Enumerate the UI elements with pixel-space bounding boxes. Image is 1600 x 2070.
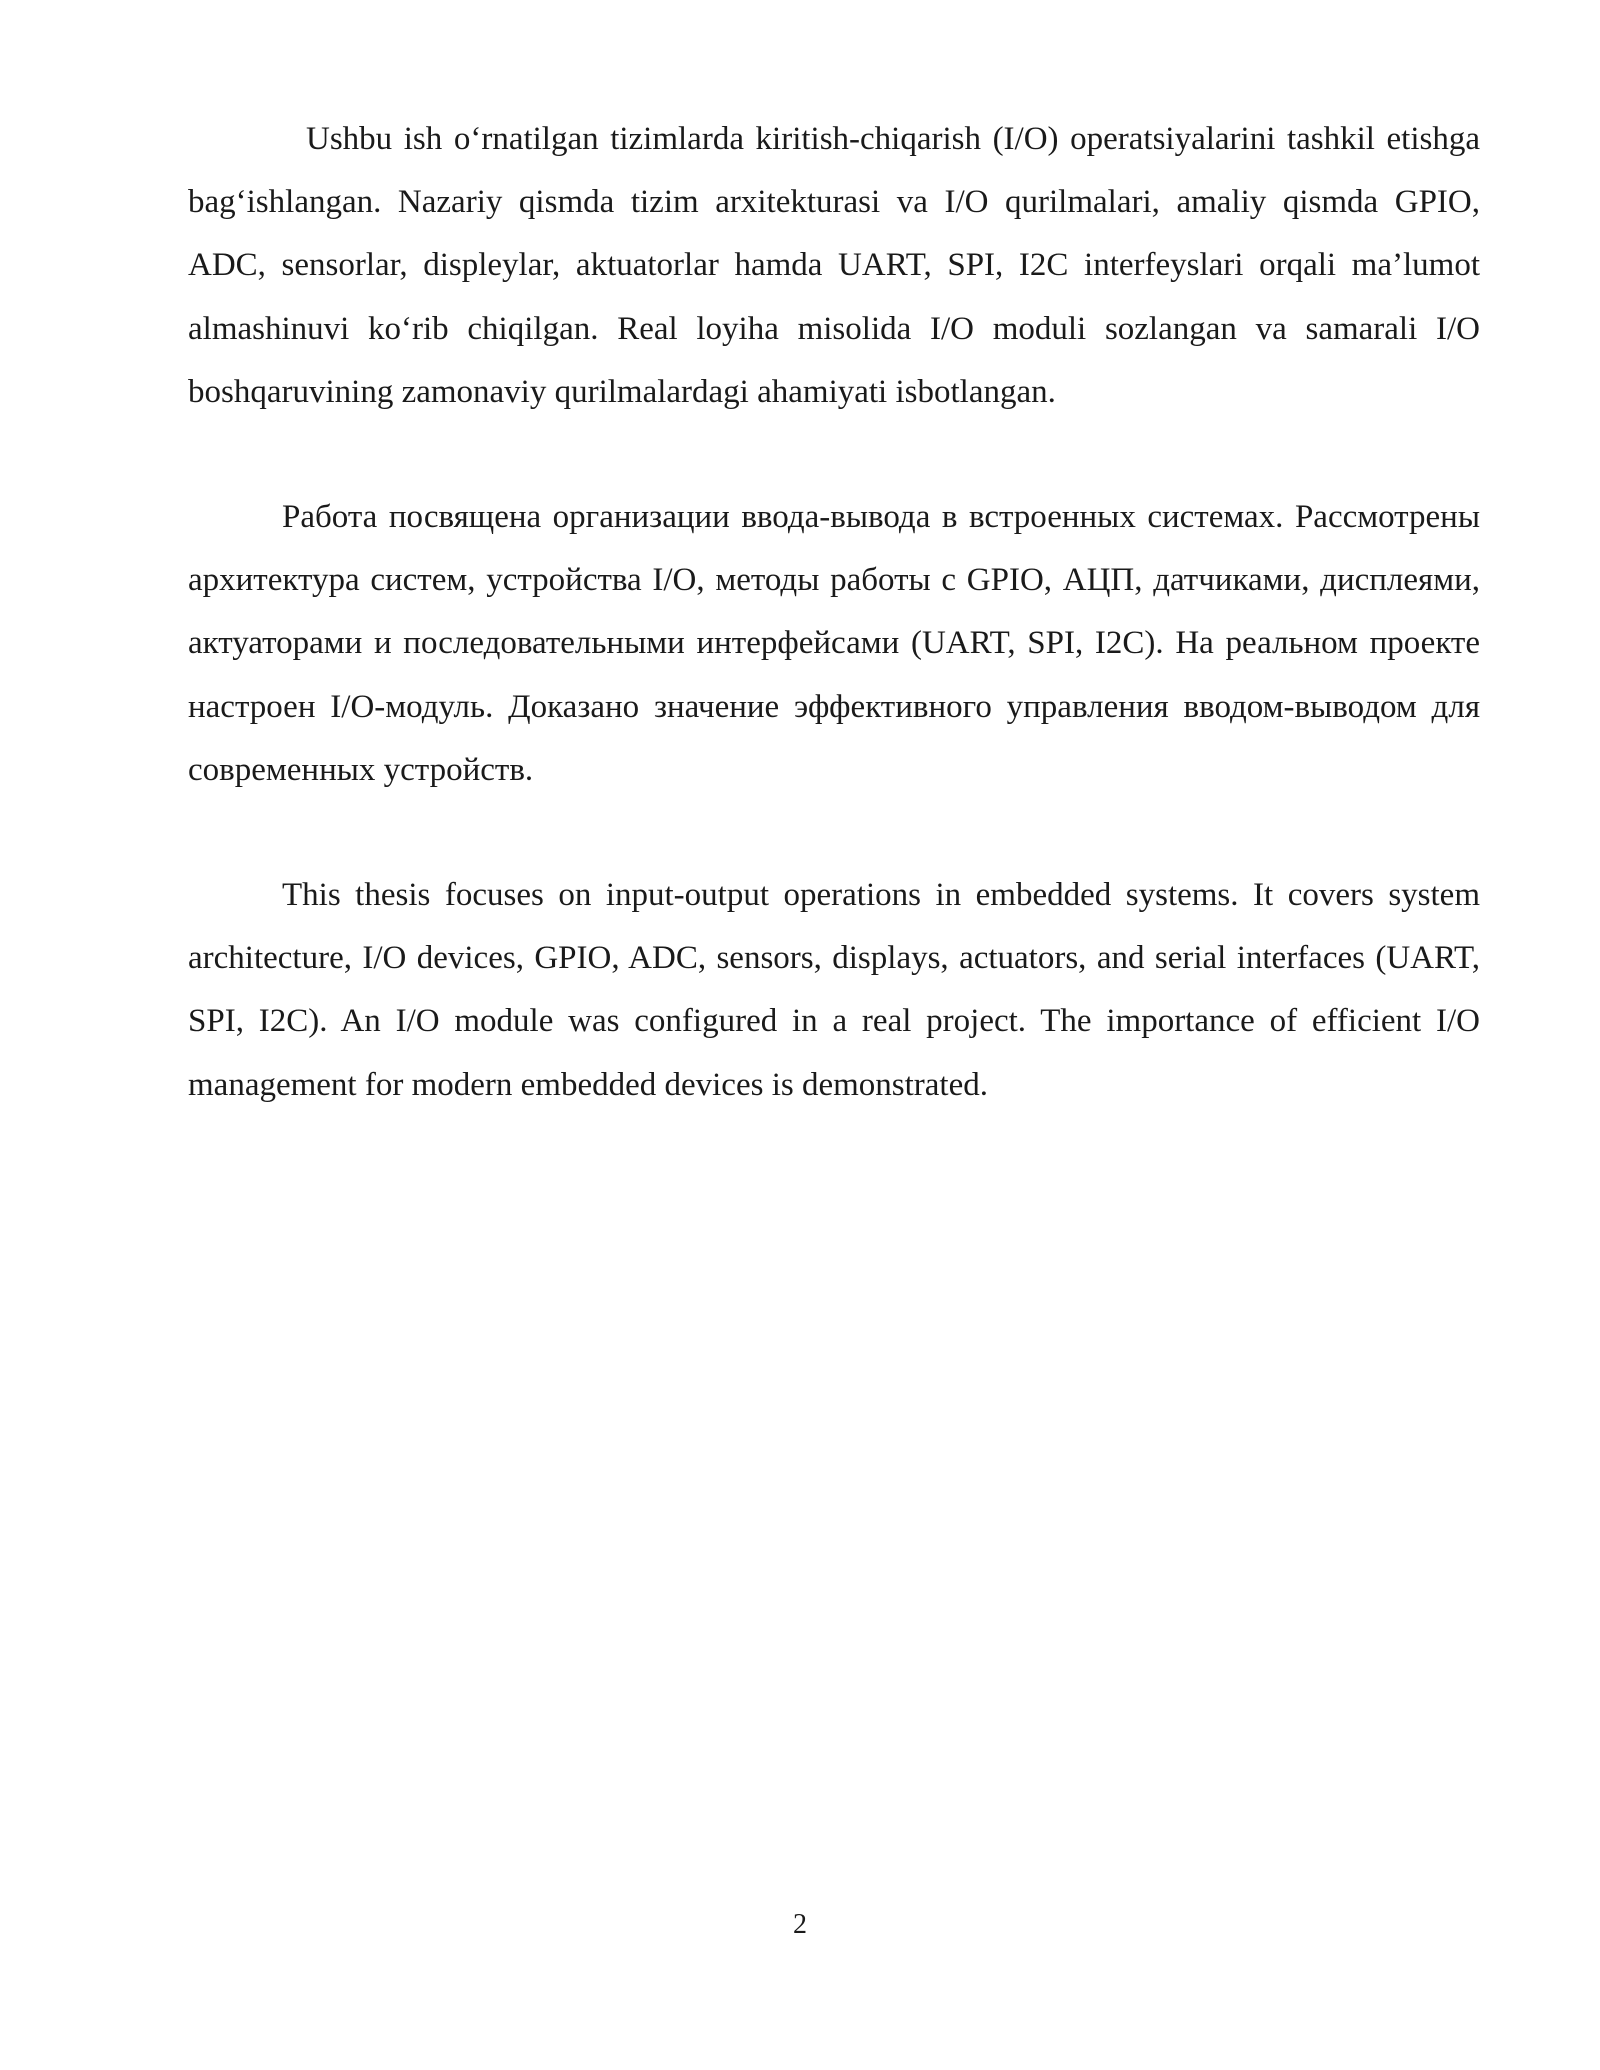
abstract-paragraph-russian: Работа посвящена организации ввода-вывода в встроенных системах. Рассмотрены архитектура систем, устройства I/O, методы работы с GPIO, АЦП, датчиками, дисплеями, актуаторами и последовательными интерфейсами (UART, SPI, I2C). На реальном проекте настроен I/O-модуль. Доказано значение эффективного управления вводом-выводом для современных устройств. (188, 499, 1480, 788)
abstract-paragraph-uzbek: Ushbu ish o‘rnatilgan tizimlarda kiritish-chiqarish (I/O) operatsiyalarini tashkil etishga bag‘ishlangan. Nazariy qismda tizim arxitekturasi va I/O qurilmalari, amaliy qismda GPIO, ADC, sensorlar, displeylar, aktuatorlar hamda UART, SPI, I2C interfeyslari orqali ma’lumot almashinuvi ko‘rib chiqilgan. Real loyiha misolida I/O moduli sozlangan va samarali I/O boshqaruvining zamonaviy qurilmalardagi ahamiyati isbotlangan. (188, 121, 1480, 410)
abstract-body (188, 108, 1480, 1117)
page-number: 2 (793, 1909, 807, 1940)
abstract-paragraph-english: This thesis focuses on input-output operations in embedded systems. It covers system architecture, I/O devices, GPIO, ADC, sensors, displays, actuators, and serial interfaces (UART, SPI, I2C). An I/O module was configured in a real project. The importance of efficient I/O management for modern embedded devices is demonstrated. (188, 877, 1480, 1103)
